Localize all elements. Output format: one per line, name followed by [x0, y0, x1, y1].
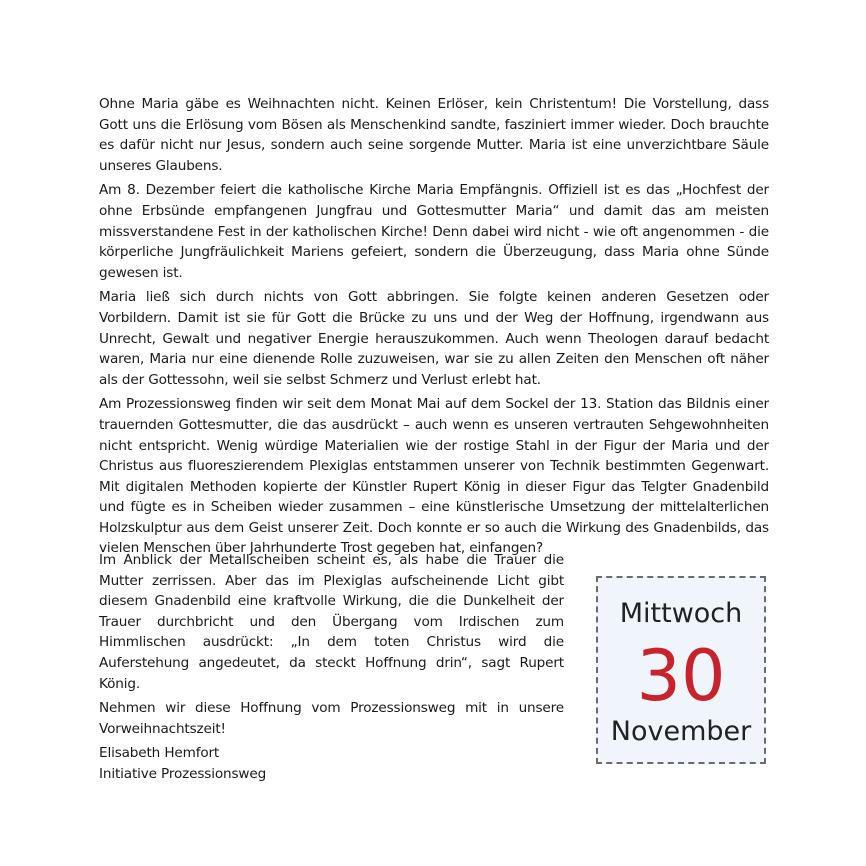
calendar-date-card: [596, 576, 766, 764]
paragraph-intro: Ohne Maria gäbe es Weihnachten nicht. Keinen Erlöser, kein Christentum! Die Vorstellung, dass Gott uns die Erlösung vom Bösen als Menschenkind sandte, fasziniert immer wieder. Doch brauchte es dafür nicht nur Jesus, sondern auch seine sorgende Mutter. Maria ist eine unverzichtbare Säule unseres Glaubens.: [99, 96, 769, 174]
paragraph-maria: Maria ließ sich durch nichts von Gott abbringen. Sie folgte keinen anderen Gesetzen oder Vorbildern. Damit ist sie für Gott die Brücke zu uns und der Weg der Hoffnung, irgendwann aus Unrecht, Gewalt und negativer Energie herauszukommen. Auch wenn Theologen darauf bedacht waren, Maria nur eine dienende Rolle zuzuweisen, war sie zu allen Zeiten den Menschen oft näher als der Gottessohn, weil sie selbst Schmerz und Verlust erlebt hat.: [99, 289, 769, 388]
paragraph-station: Am Prozessionsweg finden wir seit dem Monat Mai auf dem Sockel der 13. Station das Bildnis einer trauernden Gottesmutter, die das ausdrückt – auch wenn es unseren vertrauten Sehgewohnheiten nicht entspricht. Wenig würdige Materialien wie der rostige Stahl in der Figur der Maria und der Christus aus fluoreszierendem Plexiglas entstammen unserer von Technik bestimmten Gegenwart. Mit digitalen Methoden kopierte der Künstler Rupert König in dieser Figur das Telgter Gnadenbild und fügte es in Scheiben wieder zusammen – eine künstlerische Umsetzung der mittelalterlichen Holzskulptur aus dem Geist unserer Zeit. Doch konnte er so auch die Wirkung des Gnadenbilds, das vielen Menschen über Jahrhunderte Trost gegeben hat, einfangen?: [99, 396, 769, 557]
calendar-month: November: [610, 716, 752, 747]
article-body: [99, 94, 769, 563]
author-name: Elisabeth Hemfort: [99, 745, 220, 762]
paragraph-feast: Am 8. Dezember feiert die katholische Kirche Maria Empfängnis. Offiziell ist es das „Hochfest der ohne Erbsünde empfangenen Jungfrau und Gottesmutter Maria“ und damit das am meisten missverstandene Fest in der katholischen Kirche! Denn dabei wird nicht - wie oft angenommen - die körperliche Jungfräulichkeit Mariens gefeiert, sondern die Überzeugung, dass Maria ohne Sünde gewesen ist.: [99, 182, 769, 281]
article-body-lower: [99, 550, 564, 785]
paragraph-hope: Nehmen wir diese Hoffnung vom Prozessionsweg mit in unsere Vorweihnachtszeit!: [99, 700, 564, 737]
calendar-day-number: 30: [636, 635, 726, 717]
paragraph-metal-discs: Im Anblick der Metallscheiben scheint es, als habe die Trauer die Mutter zerrissen. Aber das im Plexiglas aufscheinende Licht gibt diesem Gnadenbild eine kraftvolle Wirkung, die die Dunkelheit der Trauer durchbricht und den Übergang vom Irdischen zum Himmlischen ausdrückt: „In dem toten Christus wird die Auferstehung angedeutet, da steckt Hoffnung drin“, sagt Rupert König.: [99, 552, 564, 692]
author-organization: Initiative Prozessionsweg: [99, 765, 267, 782]
calendar-weekday: Mittwoch: [619, 598, 743, 629]
